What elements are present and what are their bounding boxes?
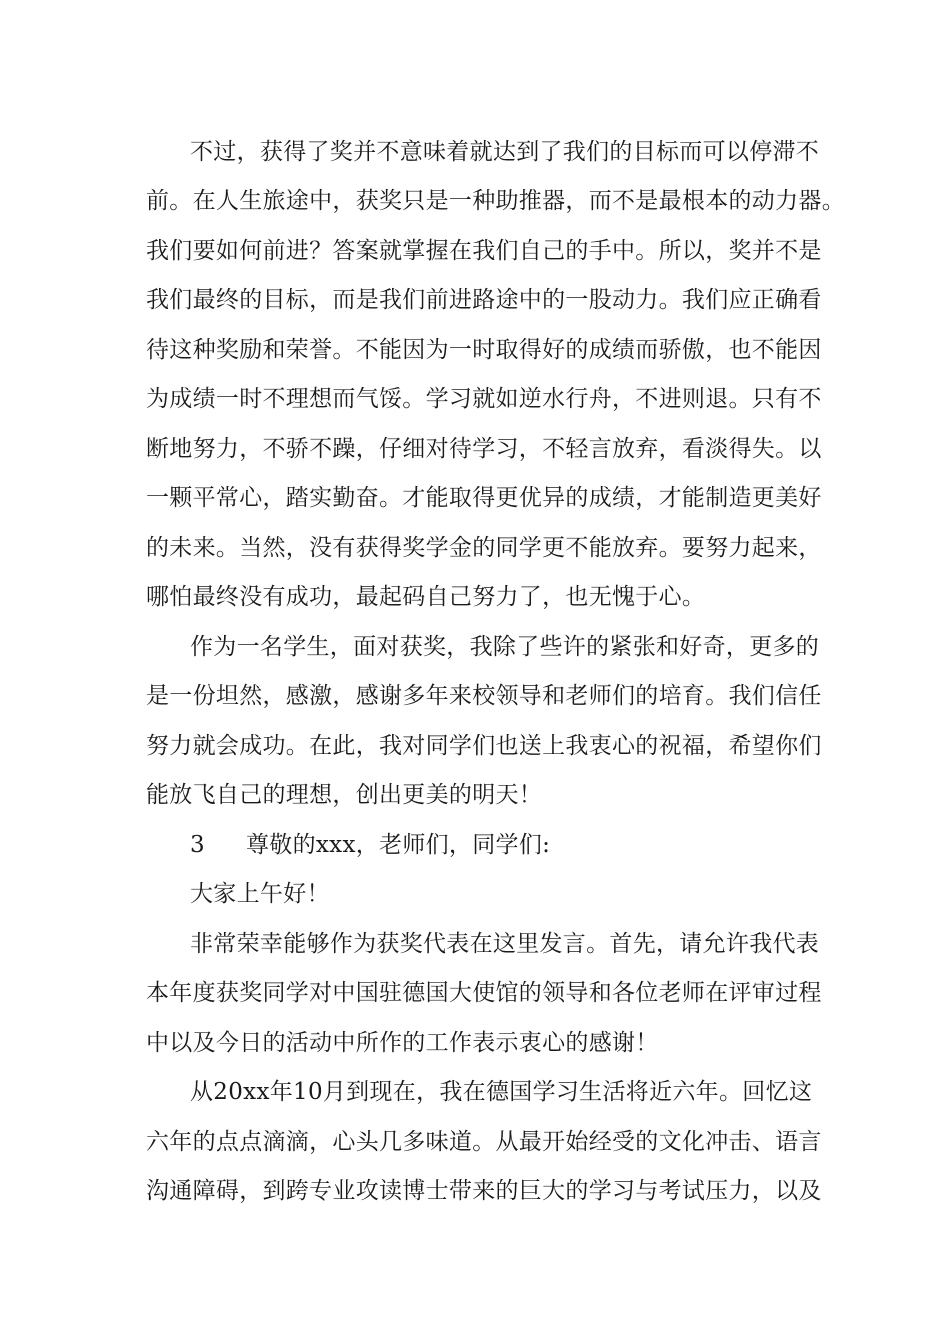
- paragraph-line: 我们最终的目标，而是我们前进路途中的一股动力。我们应正确看: [146, 287, 822, 313]
- paragraph-line: 能放飞自己的理想，创出更美的明天！: [146, 782, 543, 808]
- paragraph-line: 非常荣幸能够作为获奖代表在这里发言。首先，请允许我代表: [190, 931, 820, 957]
- paragraph-line: 中以及今日的活动中所作的工作表示衷心的感谢！: [146, 1030, 659, 1056]
- paragraph-line: 的未来。当然，没有获得奖学金的同学更不能放弃。要努力起来，: [146, 535, 822, 561]
- paragraph-line: 沟通障碍，到跨专业攻读博士带来的巨大的学习与考试压力，以及: [146, 1178, 822, 1204]
- greeting: 大家上午好！: [190, 881, 330, 907]
- paragraph-line: 不过，获得了奖并不意味着就达到了我们的目标而可以停滞不: [190, 139, 820, 165]
- paragraph-line: 六年的点点滴滴，心头几多味道。从最开始经受的文化冲击、语言: [146, 1129, 822, 1155]
- paragraph-line: 作为一名学生，面对获奖，我除了些许的紧张和好奇，更多的: [190, 634, 820, 660]
- section-number: 3: [190, 832, 205, 858]
- paragraph-line: 待这种奖励和荣誉。不能因为一时取得好的成绩而骄傲，也不能因: [146, 337, 822, 363]
- paragraph-line: 前。在人生旅途中，获奖只是一种助推器，而不是最根本的动力器。: [146, 188, 845, 214]
- paragraph-line: 为成绩一时不理想而气馁。学习就如逆水行舟，不进则退。只有不: [146, 386, 822, 412]
- paragraph-line: 我们要如何前进？答案就掌握在我们自己的手中。所以，奖并不是: [146, 238, 822, 264]
- paragraph-line: 本年度获奖同学对中国驻德国大使馆的领导和各位老师在评审过程: [146, 980, 822, 1006]
- paragraph-line: 从20xx年10月到现在，我在德国学习生活将近六年。回忆这: [190, 1079, 813, 1105]
- paragraph-line: 努力就会成功。在此，我对同学们也送上我衷心的祝福，希望你们: [146, 733, 822, 759]
- paragraph-line: 是一份坦然，感激，感谢多年来校领导和老师们的培育。我们信任: [146, 683, 822, 709]
- paragraph-line: 断地努力，不骄不躁，仔细对待学习，不轻言放弃，看淡得失。以: [146, 436, 822, 462]
- paragraph-line: 哪怕最终没有成功，最起码自己努力了，也无愧于心。: [146, 584, 706, 610]
- paragraph-line: 一颗平常心，踏实勤奋。才能取得更优异的成绩，才能制造更美好: [146, 485, 822, 511]
- salutation: 尊敬的xxx，老师们，同学们:: [246, 832, 551, 858]
